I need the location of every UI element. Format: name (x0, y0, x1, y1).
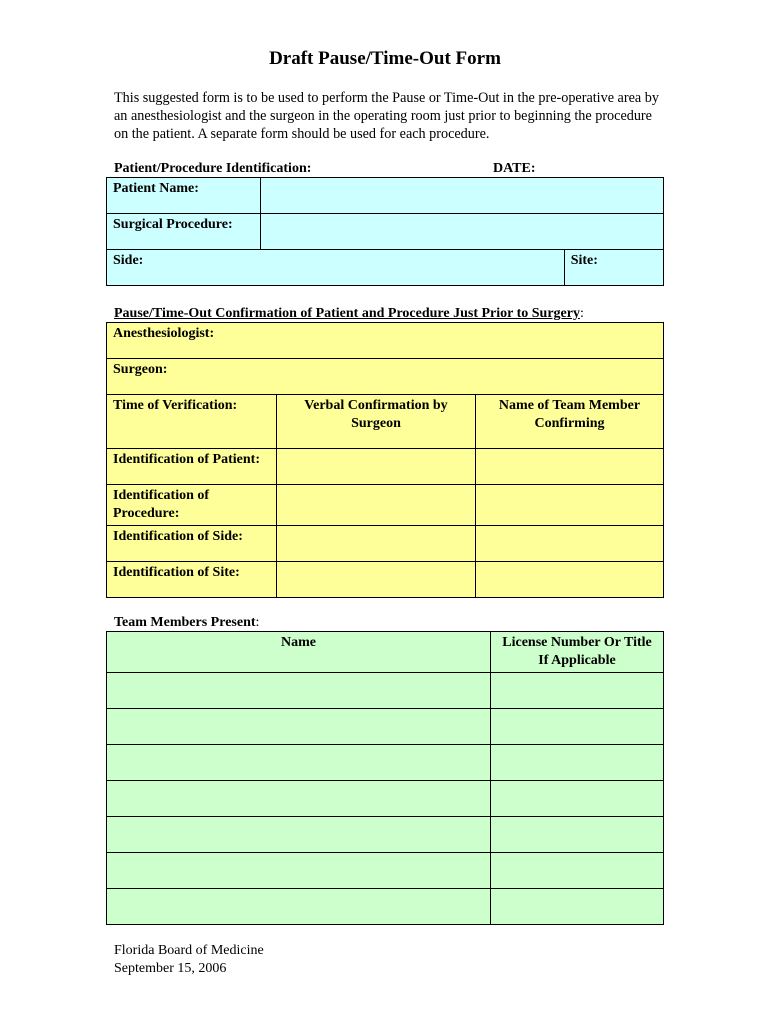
time-of-verification-label: Time of Verification: (107, 395, 277, 449)
pause-table (106, 322, 664, 598)
side-label: Side: (113, 253, 144, 268)
team-member-license-field[interactable] (491, 673, 664, 709)
team-heading: Team Members Present: (114, 615, 260, 630)
identification-row-label: Identification of Procedure: (107, 485, 277, 526)
license-column-header: License Number Or Title If Applicable (491, 632, 664, 673)
verbal-confirmation-header: Verbal Confirmation by Surgeon (277, 395, 476, 449)
form-title: Draft Pause/Time-Out Form (269, 48, 501, 69)
footer (114, 942, 264, 978)
team-member-name-field[interactable] (107, 889, 491, 925)
team-member-name-field[interactable] (107, 817, 491, 853)
team-member-name-field[interactable] (107, 709, 491, 745)
verbal-confirmation-field[interactable] (277, 449, 476, 485)
anesthesiologist-cell[interactable] (107, 323, 664, 359)
site-label: Site: (570, 253, 598, 268)
team-member-name-field[interactable] (107, 745, 491, 781)
team-member-name-field[interactable] (107, 781, 491, 817)
pause-heading: Pause/Time-Out Confirmation of Patient and Procedure Just Prior to Surgery: (114, 306, 584, 321)
team-member-license-field[interactable] (491, 745, 664, 781)
identification-row-label: Identification of Side: (107, 526, 277, 562)
intro-paragraph: This suggested form is to be used to perform the Pause or Time-Out in the pre-operative area by an anesthesiologist and the surgeon in the operating room just prior to beginning the procedure on the patient. A separate form should be used for each procedure. (114, 90, 659, 142)
footer-date: September 15, 2006 (114, 961, 227, 976)
team-table (106, 631, 664, 925)
team-member-field[interactable] (476, 562, 664, 598)
verbal-confirmation-field[interactable] (277, 485, 476, 526)
surgical-procedure-label: Surgical Procedure: (107, 214, 261, 250)
team-member-field[interactable] (476, 526, 664, 562)
team-member-confirming-header: Name of Team Member Confirming (476, 395, 664, 449)
verbal-confirmation-field[interactable] (277, 526, 476, 562)
patient-name-label: Patient Name: (107, 178, 261, 214)
surgeon-cell[interactable] (107, 359, 664, 395)
team-member-license-field[interactable] (491, 781, 664, 817)
date-label: DATE: (493, 161, 536, 176)
anesthesiologist-label: Anesthesiologist: (113, 326, 215, 341)
side-cell[interactable] (107, 250, 565, 286)
identification-row-label: Identification of Site: (107, 562, 277, 598)
team-member-field[interactable] (476, 485, 664, 526)
team-member-license-field[interactable] (491, 709, 664, 745)
identification-heading: Patient/Procedure Identification: (114, 161, 312, 176)
verbal-confirmation-field[interactable] (277, 562, 476, 598)
identification-row-label: Identification of Patient: (107, 449, 277, 485)
team-member-name-field[interactable] (107, 853, 491, 889)
footer-organization: Florida Board of Medicine (114, 943, 264, 958)
site-cell[interactable] (564, 250, 663, 286)
identification-table (106, 177, 664, 286)
patient-name-field[interactable] (261, 178, 664, 214)
name-column-header: Name (107, 632, 491, 673)
team-member-license-field[interactable] (491, 889, 664, 925)
surgeon-label: Surgeon: (113, 362, 168, 377)
team-member-license-field[interactable] (491, 853, 664, 889)
team-member-license-field[interactable] (491, 817, 664, 853)
team-member-name-field[interactable] (107, 673, 491, 709)
team-member-field[interactable] (476, 449, 664, 485)
surgical-procedure-field[interactable] (261, 214, 664, 250)
